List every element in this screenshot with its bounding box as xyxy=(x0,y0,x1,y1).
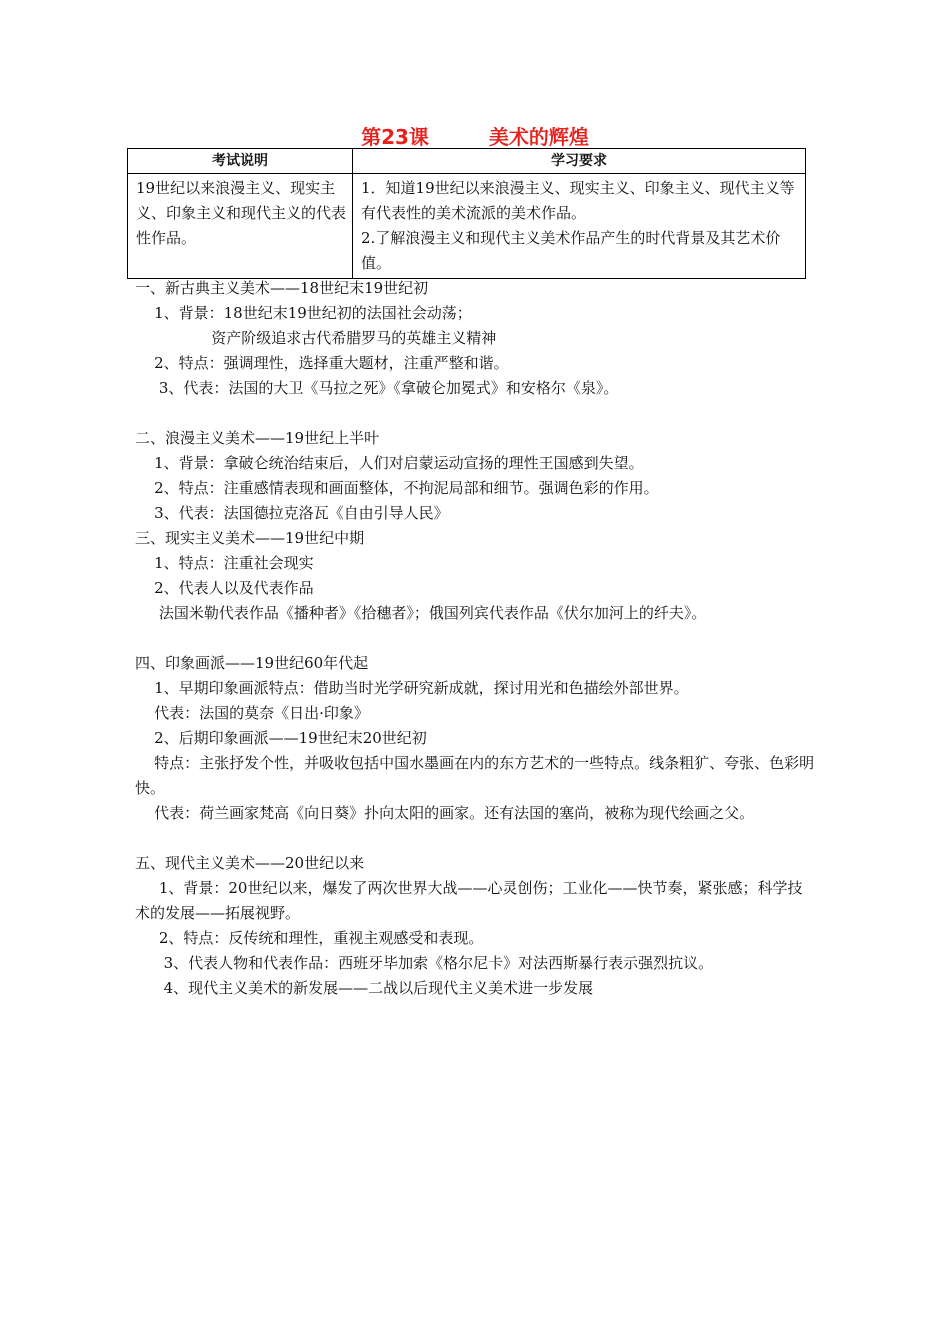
section-line: 1、背景：拿破仑统治结束后，人们对启蒙运动宣扬的理性王国感到失望。 xyxy=(135,454,644,472)
section-line: 1、特点：注重社会现实 xyxy=(135,554,314,572)
spacer xyxy=(135,826,815,851)
section-line: 代表：法国的莫奈《日出·印象》 xyxy=(135,704,369,722)
section-line: 法国米勒代表作品《播种者》《拾穗者》；俄国列宾代表作品《伏尔加河上的纤夫》。 xyxy=(135,604,707,622)
section-line: 4、现代主义美术的新发展——二战以后现代主义美术进一步发展 xyxy=(135,979,594,997)
section-line: 资产阶级追求古代希腊罗马的英雄主义精神 xyxy=(135,329,497,347)
section-heading: 四、印象画派——19世纪60年代起 xyxy=(135,654,369,672)
section-line: 特点：主张抒发个性，并吸收包括中国水墨画在内的东方艺术的一些特点。线条粗犷、夸张、色彩明快。 xyxy=(135,754,815,797)
section-line: 2、特点：强调理性，选择重大题材，注重严整和谐。 xyxy=(135,354,509,372)
spacer xyxy=(135,401,815,426)
requirements-cell xyxy=(353,174,806,279)
section-heading: 三、现实主义美术——19世纪中期 xyxy=(135,529,365,547)
section-line: 2、代表人以及代表作品 xyxy=(135,579,314,597)
section-heading: 二、浪漫主义美术——19世纪上半叶 xyxy=(135,429,380,447)
requirements-table xyxy=(127,148,806,279)
section-line: 2、特点：反传统和理性，重视主观感受和表现。 xyxy=(135,929,484,947)
section-line: 3、代表：法国的大卫《马拉之死》《拿破仑加冕式》和安格尔《泉》。 xyxy=(135,379,619,397)
document-body xyxy=(135,276,815,1001)
spacer xyxy=(135,626,815,651)
section-line: 2、后期印象画派——19世纪末20世纪初 xyxy=(135,729,427,747)
section-line: 1、早期印象画派特点：借助当时光学研究新成就，探讨用光和色描绘外部世界。 xyxy=(135,679,689,697)
requirement-item: 2.了解浪漫主义和现代主义美术作品产生的时代背景及其艺术价值。 xyxy=(361,229,781,272)
section-line: 1、背景：18世纪末19世纪初的法国社会动荡； xyxy=(135,304,472,322)
section-line: 代表：荷兰画家梵高《向日葵》扑向太阳的画家。还有法国的塞尚，被称为现代绘画之父。 xyxy=(135,804,755,822)
requirements-header: 学习要求 xyxy=(353,149,806,174)
exam-note-header: 考试说明 xyxy=(128,149,353,174)
section-line: 3、代表：法国德拉克洛瓦《自由引导人民》 xyxy=(135,504,449,522)
section-line: 1、背景：20世纪以来，爆发了两次世界大战——心灵创伤；工业化——快节奏，紧张感；科学技术的发展——拓展视野。 xyxy=(135,879,803,922)
section-heading: 五、现代主义美术——20世纪以来 xyxy=(135,854,365,872)
section-line: 3、代表人物和代表作品：西班牙毕加索《格尔尼卡》对法西斯暴行表示强烈抗议。 xyxy=(135,954,714,972)
lesson-title: 第23课 美术的辉煌 xyxy=(361,125,589,149)
section-line: 2、特点：注重感情表现和画面整体，不拘泥局部和细节。强调色彩的作用。 xyxy=(135,479,659,497)
exam-note-cell: 19世纪以来浪漫主义、现实主义、印象主义和现代主义的代表性作品。 xyxy=(128,174,353,279)
requirement-item: 1．知道19世纪以来浪漫主义、现实主义、印象主义、现代主义等有代表性的美术流派的美术作品。 xyxy=(361,179,795,222)
section-heading: 一、新古典主义美术——18世纪末19世纪初 xyxy=(135,279,429,297)
